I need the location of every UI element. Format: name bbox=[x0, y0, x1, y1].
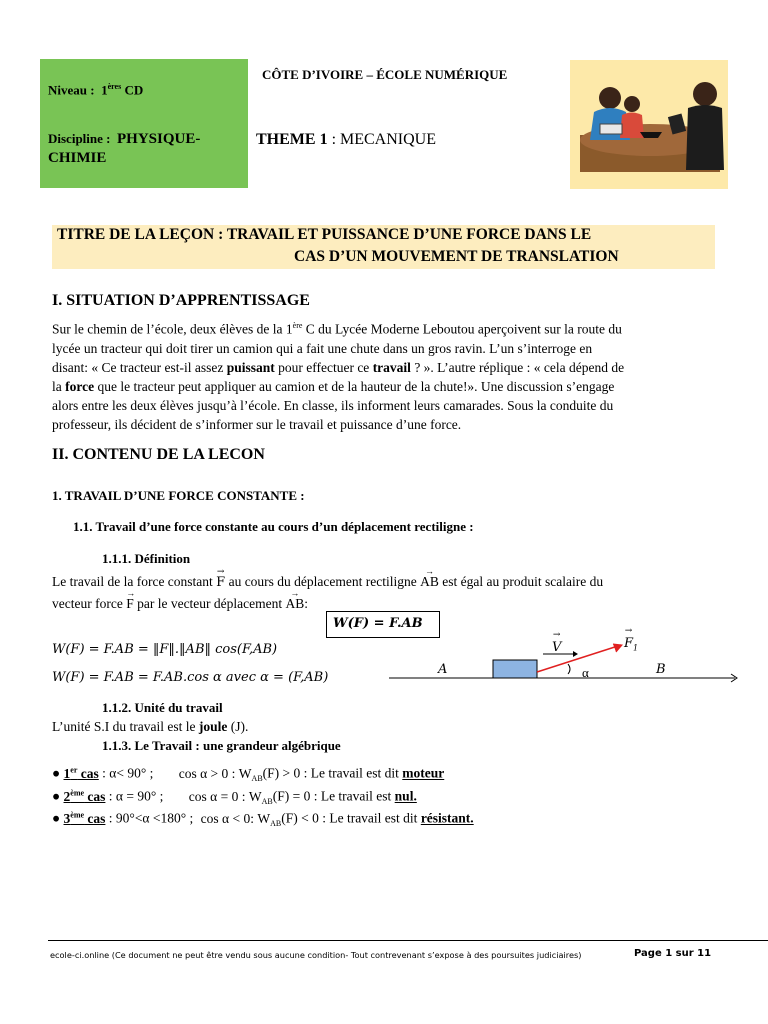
subsection-1-1-2-heading: 1.1.2. Unité du travail bbox=[102, 700, 223, 715]
point-a-label: A bbox=[438, 662, 448, 677]
work-formula-norm: W(F) = F.AB = ‖F‖.‖AB‖ cos(F,AB) bbox=[52, 642, 278, 657]
students-illustration bbox=[570, 60, 728, 189]
theme-title: THEME 1 : MECANIQUE bbox=[256, 131, 436, 148]
force-displacement-diagram bbox=[385, 628, 745, 690]
subsection-1-heading: 1. TRAVAIL D’UNE FORCE CONSTANTE : bbox=[52, 488, 305, 503]
country-school: CÔTE D’IVOIRE – ÉCOLE NUMÉRIQUE bbox=[262, 67, 508, 82]
definition-line-1: Le travail de la force constant → F au cours du déplacement rectiligne → AB est égal au produit scalaire du bbox=[52, 572, 603, 592]
lesson-title-line1: TITRE DE LA LEÇON : TRAVAIL ET PUISSANCE D’UNE FORCE DANS LE bbox=[57, 226, 592, 243]
case-1: ● 1er cas : α< 90° ; cos α > 0 : $W_{AB}(F) > 0$ : Le travail est dit moteur bbox=[52, 765, 445, 784]
section-2-heading: II. CONTENU DE LA LECON bbox=[52, 446, 265, 463]
footer-rule bbox=[48, 940, 768, 941]
bullet-icon: ● bbox=[52, 765, 61, 781]
force-label: → $F_1$ bbox=[624, 636, 638, 653]
level-label: Niveau : 1ères CD bbox=[48, 82, 144, 98]
boxed-definition-formula: W(F) = F.AB bbox=[326, 611, 440, 638]
subsection-1-1-heading: 1.1. Travail d’une force constante au cours d’un déplacement rectiligne : bbox=[73, 519, 474, 534]
moving-block bbox=[493, 660, 537, 678]
case-3: ● 3ème cas : 90°<α <180° ; cos α < 0: $W_{AB}(F) < 0$ : Le travail est dit résistant. bbox=[52, 810, 474, 829]
header-level-box bbox=[40, 59, 248, 188]
page-number: Page 1 sur 11 bbox=[634, 948, 712, 959]
force-vector-f1 bbox=[537, 645, 621, 672]
discipline-label: Discipline : PHYSIQUE- bbox=[48, 131, 201, 147]
bullet-icon: ● bbox=[52, 788, 61, 804]
alpha-label: α bbox=[582, 665, 589, 680]
section-1-heading: I. SITUATION D’APPRENTISSAGE bbox=[52, 292, 310, 309]
bullet-icon: ● bbox=[52, 810, 61, 826]
velocity-label: → V bbox=[552, 640, 561, 655]
situation-paragraph: Sur le chemin de l’école, deux élèves de la 1ère C du Lycée Moderne Leboutou aperçoivent sur la route du lycée un tracteur qui doit tirer un camion qui a fait une chute dans un gros ravin. L’un s’interroge en disant: « Ce tracteur est-il assez puissant pour effectuer ce travail ? ». L’autre réplique : « cela dépend de la force que le tracteur peut appliquer au camion et de la hauteur de la chute!». Une discussion s’engage alors entre les deux élèves jusqu’à l’école. En classe, ils informent leurs camarades. Sous la conduite du professeur, ils décident de s’informer sur le travail et puissance d’une force. bbox=[52, 321, 625, 432]
case-2: ● 2ème cas : α = 90° ; cos α = 0 : $W_{AB}(F) = 0$ : Le travail est nul. bbox=[52, 788, 417, 807]
work-formula-cos: W(F) = F.AB = F.AB.cos α avec α = (F,AB) bbox=[52, 670, 329, 685]
force-arrowhead bbox=[613, 644, 622, 652]
subsection-1-1-1-heading: 1.1.1. Définition bbox=[102, 551, 191, 566]
lesson-title-line2: CAS D’UN MOUVEMENT DE TRANSLATION bbox=[294, 248, 619, 265]
footer-notice: ecole-ci.online (Ce document ne peut être vendu sous aucune condition- Tout contrevenant s’expose à des poursuites judiciaires) bbox=[50, 950, 582, 960]
discipline-value: CHIMIE bbox=[48, 150, 107, 166]
unit-sentence: L’unité S.I du travail est le joule (J). bbox=[52, 719, 249, 734]
point-b-label: B bbox=[656, 662, 666, 677]
subsection-1-1-3-heading: 1.1.3. Le Travail : une grandeur algébrique bbox=[102, 738, 341, 753]
definition-line-2: vecteur force → F par le vecteur déplacement → AB: bbox=[52, 594, 308, 613]
velocity-arrowhead bbox=[573, 651, 578, 657]
angle-arc bbox=[568, 664, 570, 674]
